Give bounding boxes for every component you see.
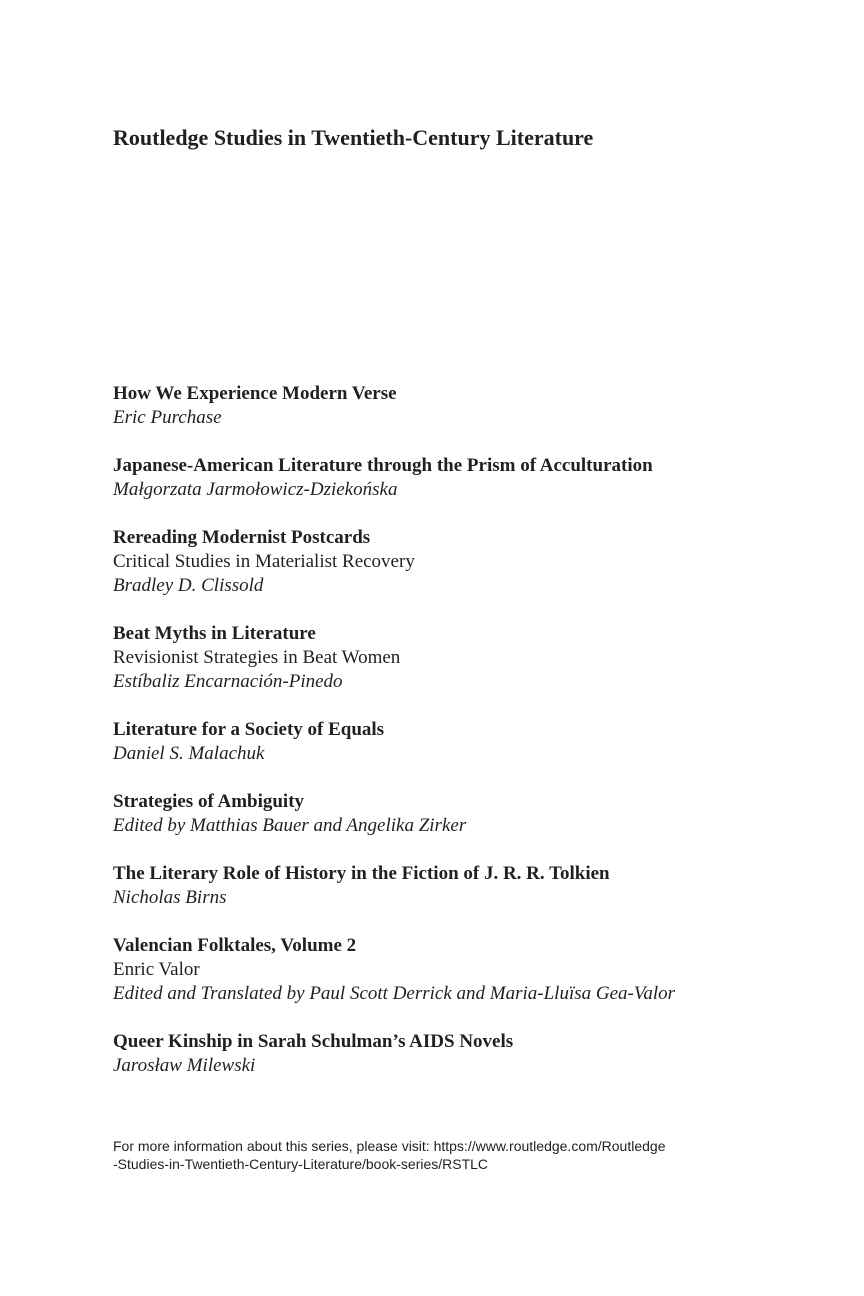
book-entry (113, 790, 833, 838)
book-title: The Literary Role of History in the Fiction of J. R. R. Tolkien (113, 863, 610, 884)
book-subtitle: Revisionist Strategies in Beat Women (113, 647, 401, 668)
book-entry (113, 526, 833, 598)
series-info-line: For more information about this series, please visit: https://www.routledge.com/Routledge (113, 1138, 666, 1154)
book-title: Strategies of Ambiguity (113, 791, 305, 812)
book-title: Rereading Modernist Postcards (113, 527, 371, 548)
book-author: Małgorzata Jarmołowicz-Dziekońska (113, 479, 398, 500)
book-list (113, 382, 833, 1102)
book-subtitle: Critical Studies in Materialist Recovery (113, 551, 415, 572)
book-author: Edited and Translated by Paul Scott Derrick and Maria-Lluïsa Gea-Valor (113, 983, 676, 1004)
book-title: Japanese-American Literature through the Prism of Acculturation (113, 455, 653, 476)
book-title: Queer Kinship in Sarah Schulman’s AIDS Novels (113, 1031, 514, 1052)
book-author: Bradley D. Clissold (113, 575, 264, 596)
book-author: Edited by Matthias Bauer and Angelika Zirker (113, 815, 467, 836)
book-entry (113, 1030, 833, 1078)
book-title: Beat Myths in Literature (113, 623, 316, 644)
book-title: Literature for a Society of Equals (113, 719, 385, 740)
book-entry (113, 862, 833, 910)
book-title: Valencian Folktales, Volume 2 (113, 935, 357, 956)
book-entry (113, 382, 833, 430)
book-entry (113, 934, 833, 1006)
book-entry (113, 454, 833, 502)
book-entry (113, 718, 833, 766)
book-author: Jarosław Milewski (113, 1055, 256, 1076)
book-author: Estíbaliz Encarnación-Pinedo (113, 671, 343, 692)
book-entry (113, 622, 833, 694)
book-author: Daniel S. Malachuk (113, 743, 265, 764)
book-subtitle: Enric Valor (113, 959, 200, 980)
series-info-url-continuation: -Studies-in-Twentieth-Century-Literature/book-series/RSTLC (113, 1156, 489, 1172)
book-author: Eric Purchase (113, 407, 222, 428)
book-author: Nicholas Birns (113, 887, 227, 908)
series-info-note (113, 1137, 753, 1173)
book-title: How We Experience Modern Verse (113, 383, 397, 404)
series-title: Routledge Studies in Twentieth-Century Literature (113, 125, 594, 150)
